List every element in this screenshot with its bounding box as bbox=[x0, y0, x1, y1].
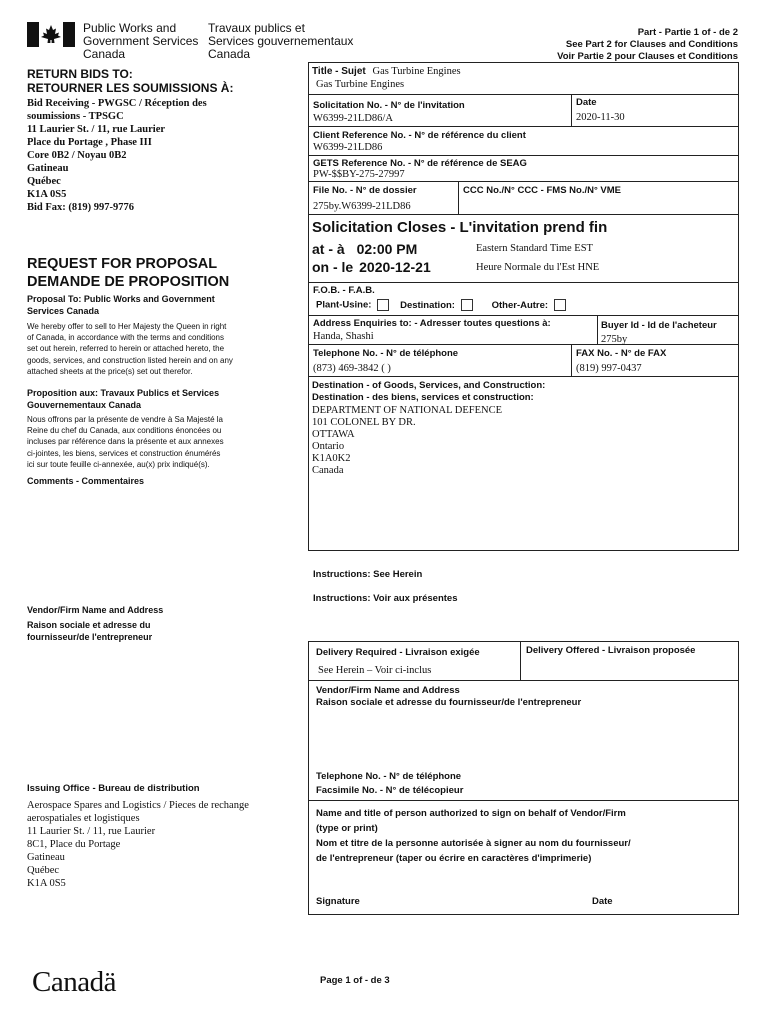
fax-label: FAX No. - N° de FAX bbox=[576, 348, 667, 359]
client-ref-value: W6399-21LD86 bbox=[313, 142, 383, 153]
title-value: Gas Turbine Engines bbox=[372, 66, 461, 77]
proposal-to: Proposal To: Public Works and Government Services Canada bbox=[27, 294, 215, 316]
plant-checkbox[interactable] bbox=[377, 299, 389, 311]
solicitation-label: Solicitation No. - N° de l'invitation bbox=[313, 100, 465, 111]
department-name-en: Public Works and Government Services Canada bbox=[83, 21, 199, 61]
gets-label: GETS Reference No. - N° de référence de SEAG bbox=[313, 158, 527, 169]
fax-value: (819) 997-0437 bbox=[576, 363, 642, 374]
closes-title: Solicitation Closes - L'invitation prend fin bbox=[312, 219, 608, 236]
offer-paragraph-fr: Nous offrons par la présente de vendre à Sa Majesté la Reine du chef du Canada, aux conditions énoncées ou incluses par référence dans la présente et aux annexes ci-jointes, les biens, services et construction énumérés ici sur toute feuille ci-annexée, au(x) prix indiqué(s). bbox=[27, 415, 224, 469]
other-checkbox[interactable] bbox=[554, 299, 566, 311]
canada-wordmark: Canadä bbox=[32, 966, 116, 998]
delivery-required-label: Delivery Required - Livraison exigée bbox=[316, 647, 480, 658]
title-value-fr: Gas Turbine Engines bbox=[316, 79, 405, 90]
vendor-firm-form-label: Vendor/Firm Name and Address Raison sociale et adresse du fournisseur/de l'entrepreneur bbox=[316, 685, 582, 708]
signature-label: Signature bbox=[316, 896, 360, 907]
authorized-signer-label: Name and title of person authorized to sign on behalf of Vendor/Firm (type or print) Nom et titre de la personne autorisée à signer au nom du fournisseur/ de l'entrepreneur (taper ou écrire en caractères d'imprimerie) bbox=[316, 808, 631, 864]
buyer-id-value: 275by bbox=[601, 334, 628, 345]
vendor-firm-label: Vendor/Firm Name and Address Raison sociale et adresse du fournisseur/de l'entrepreneur bbox=[27, 605, 164, 642]
telephone-value: (873) 469-3842 ( ) bbox=[313, 363, 391, 374]
page-number: Page 1 of - de 3 bbox=[320, 975, 390, 986]
offer-paragraph-en: We hereby offer to sell to Her Majesty the Queen in right of Canada, in accordance with the terms and conditions set out herein, referred to herein or attached hereto, the goods, services, and construction listed herein and on any attached sheets at the price(s) set out therefor. bbox=[27, 322, 233, 376]
destination-goods-label: Destination - of Goods, Services, and Construction: Destination - des biens, services et construction: bbox=[312, 380, 546, 403]
instructions-fr: Instructions: Voir aux présentes bbox=[313, 593, 458, 604]
return-bids-address: Bid Receiving - PWGSC / Réception des soumissions - TPSGC 11 Laurier St. / 11, rue Laurier Place du Portage , Phase III Core 0B2 / Noyau 0B2 Gatineau Québec K1A 0S5 Bid Fax: (819) 997-9776 bbox=[27, 98, 207, 213]
gets-value: PW-$$BY-275-27997 bbox=[313, 169, 405, 180]
part-indicator: Part - Partie 1 of - de 2 See Part 2 for Clauses and Conditions Voir Partie 2 pour Clauses et Conditions bbox=[557, 27, 738, 62]
proposition-aux: Proposition aux: Travaux Publics et Services Gouvernementaux Canada bbox=[27, 388, 220, 410]
address-enquiries-value: Handa, Shashi bbox=[313, 331, 374, 342]
fob-label: F.O.B. - F.A.B. bbox=[313, 285, 375, 296]
department-name-fr: Travaux publics et Services gouvernementaux Canada bbox=[208, 21, 354, 61]
return-bids-title: RETURN BIDS TO: RETOURNER LES SOUMISSIONS À: bbox=[27, 67, 234, 95]
title-label: Title - Sujet Gas Turbine Engines bbox=[312, 66, 461, 77]
issuing-office-address: Aerospace Spares and Logistics / Pieces de rechange aerospatiales et logistiques 11 Laurier St. / 11, rue Laurier 8C1, Place du Portage Gatineau Québec K1A 0S5 bbox=[27, 800, 249, 889]
file-value: 275by.W6399-21LD86 bbox=[313, 201, 411, 212]
instructions-en: Instructions: See Herein bbox=[313, 569, 423, 580]
comments-label: Comments - Commentaires bbox=[27, 476, 145, 486]
vendor-phone-fax-label: Telephone No. - N° de téléphone Facsimile No. - N° de télécopieur bbox=[316, 771, 464, 796]
closes-time: at - à 02:00 PM bbox=[312, 241, 418, 257]
date-signature-label: Date bbox=[592, 896, 613, 907]
ccc-label: CCC No./N° CCC - FMS No./N° VME bbox=[463, 185, 622, 196]
issuing-office-label: Issuing Office - Bureau de distribution bbox=[27, 783, 200, 794]
date-value: 2020-11-30 bbox=[576, 112, 625, 123]
client-ref-label: Client Reference No. - N° de référence du client bbox=[313, 130, 526, 141]
delivery-required-value: See Herein – Voir ci-inclus bbox=[318, 665, 432, 676]
closes-date: on - le 2020-12-21 bbox=[312, 259, 431, 275]
tz-en: Eastern Standard Time EST bbox=[476, 243, 593, 254]
canada-flag-icon bbox=[27, 22, 75, 47]
date-label: Date bbox=[576, 97, 597, 108]
address-enquiries-label: Address Enquiries to: - Adresser toutes questions à: bbox=[313, 318, 551, 329]
fob-options: Plant-Usine: Destination: Other-Autre: bbox=[316, 299, 566, 312]
tz-fr: Heure Normale du l'Est HNE bbox=[476, 262, 600, 273]
file-label: File No. - N° de dossier bbox=[313, 185, 417, 196]
delivery-offered-label: Delivery Offered - Livraison proposée bbox=[526, 645, 696, 656]
solicitation-value: W6399-21LD86/A bbox=[313, 113, 393, 124]
telephone-label: Telephone No. - N° de téléphone bbox=[313, 348, 459, 359]
buyer-id-label: Buyer Id - Id de l'acheteur bbox=[601, 320, 717, 331]
destination-address: DEPARTMENT OF NATIONAL DEFENCE 101 COLONEL BY DR. OTTAWA Ontario K1A0K2 Canada bbox=[312, 405, 503, 476]
destination-checkbox[interactable] bbox=[461, 299, 473, 311]
rfp-title: REQUEST FOR PROPOSAL DEMANDE DE PROPOSITION bbox=[27, 256, 230, 290]
